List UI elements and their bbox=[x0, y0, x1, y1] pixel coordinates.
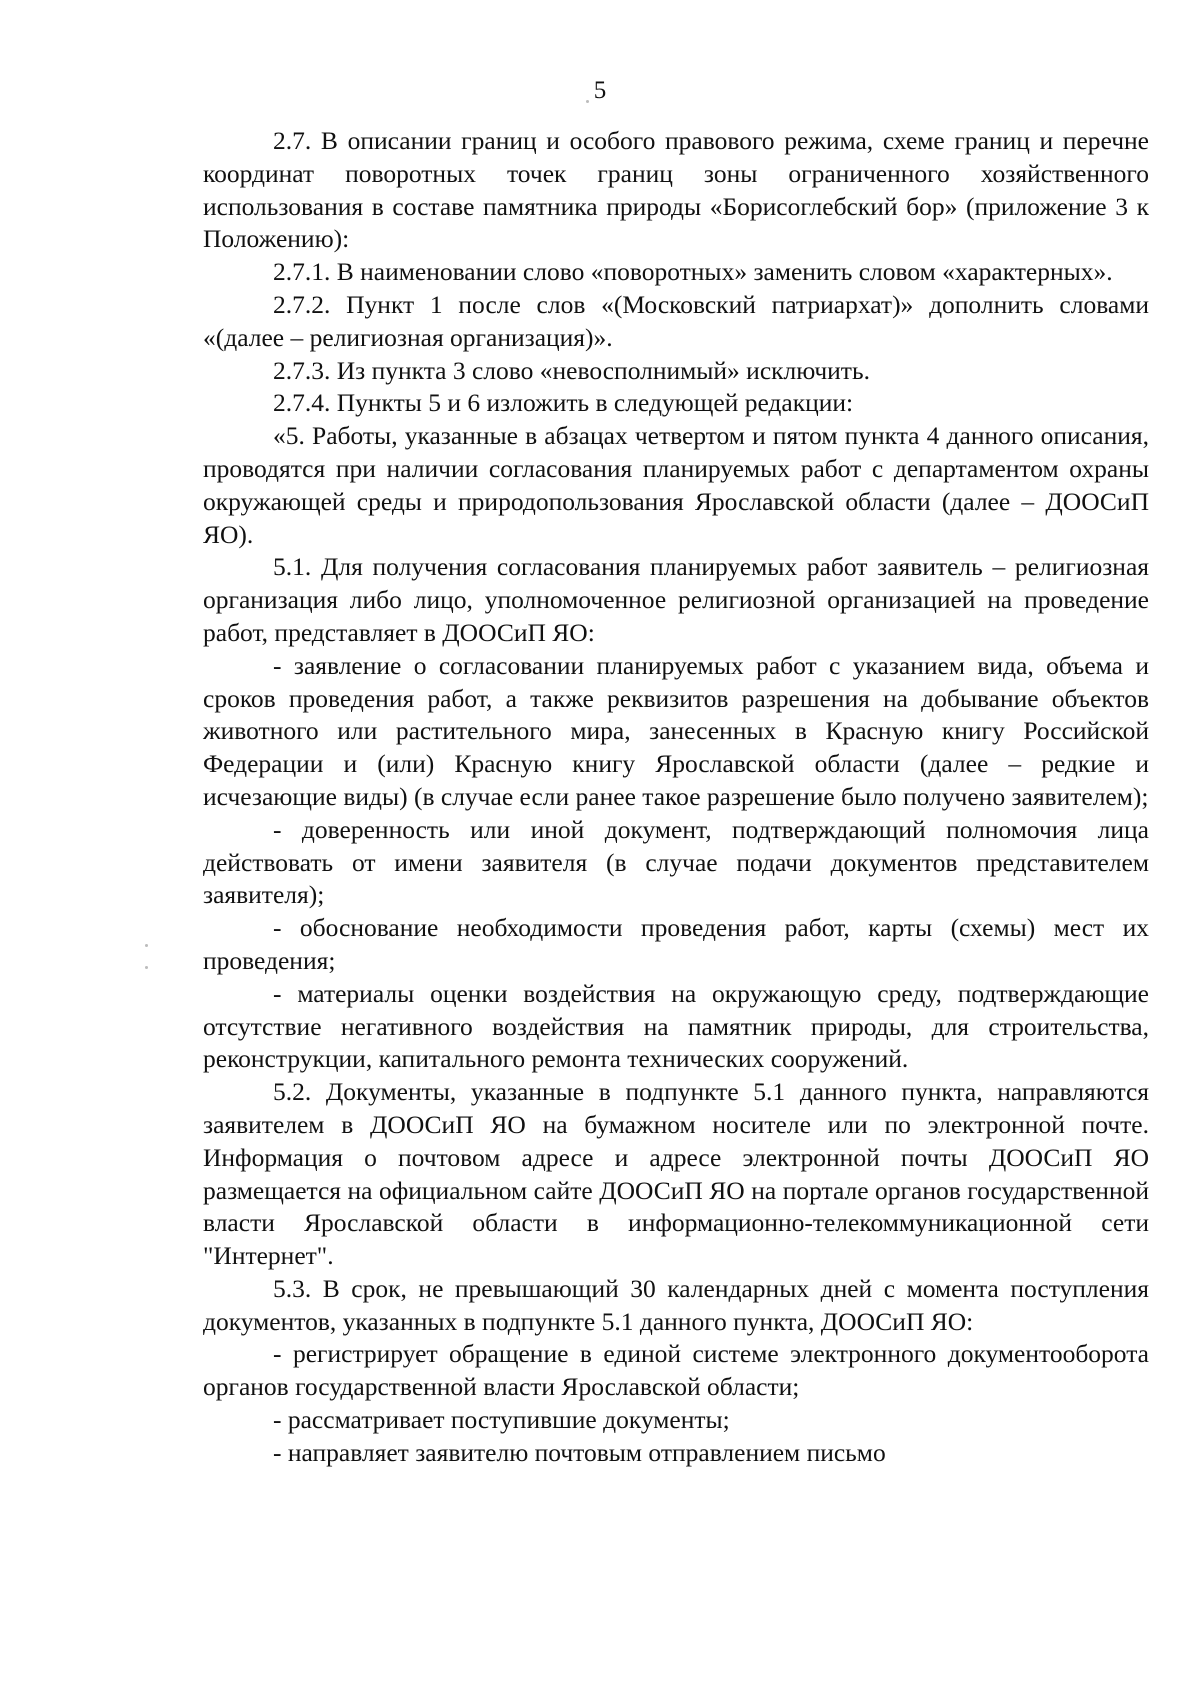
scan-artifact bbox=[586, 100, 589, 103]
list-item-power-of-attorney: - доверенность или иной документ, подтверждающий полномочия лица действовать от имени заявителя (в случае подачи документов представителем заявителя); bbox=[203, 814, 1149, 910]
list-item-sends-letter: - направляет заявителю почтовым отправлением письмо bbox=[273, 1437, 886, 1467]
paragraph-5-1: 5.1. Для получения согласования планируемых работ заявитель – религиозная организация либо лицо, уполномоченное религиозной организацией на проведение работ, представляет в ДООСиП ЯО: bbox=[203, 552, 1149, 647]
scan-artifact bbox=[145, 966, 148, 969]
list-item-application: - заявление о согласовании планируемых работ с указанием вида, объема и сроков проведения работ, а также реквизитов разрешения на добывание объектов животного или растительного мира, занесенных в Красную книгу Российской Федерации и (или) Красную книгу Ярославской области (далее – редкие и исчезающие виды) (в случае если ранее такое разрешение было получено заявителем); bbox=[203, 650, 1149, 811]
document-body bbox=[203, 125, 1149, 1470]
paragraph-2-7: 2.7. В описании границ и особого правового режима, схеме границ и перечне координат поворотных точек границ зоны ограниченного хозяйственного использования в составе памятника природы «Борисоглебский бор» (приложение 3 к Положению): bbox=[203, 126, 1149, 254]
list-item-impact-assessment: - материалы оценки воздействия на окружающую среду, подтверждающие отсутствие негативного воздействия на памятник природы, для строительства, реконструкции, капитального ремонта технических сооружений. bbox=[203, 978, 1149, 1074]
paragraph-2-7-1: 2.7.1. В наименовании слово «поворотных» заменить словом «характерных». bbox=[273, 257, 1113, 287]
paragraph-5: «5. Работы, указанные в абзацах четвертом и пятом пункта 4 данного описания, проводятся при наличии согласования планируемых работ с департаментом охраны окружающей среды и природопользования Ярославской области (далее – ДООСиП ЯО). bbox=[203, 421, 1149, 549]
list-item-justification: - обоснование необходимости проведения работ, карты (схемы) мест их проведения; bbox=[203, 913, 1149, 975]
paragraph-2-7-2: 2.7.2. Пункт 1 после слов «(Московский патриархат)» дополнить словами «(далее – религиозная организация)». bbox=[203, 289, 1149, 352]
list-item-reviews: - рассматривает поступившие документы; bbox=[273, 1405, 730, 1435]
paragraph-5-2: 5.2. Документы, указанные в подпункте 5.1 данного пункта, направляются заявителем в ДООСиП ЯО на бумажном носителе или по электронной почте. Информация о почтовом адресе и адресе электронной почты ДООСиП ЯО размещается на официальном сайте ДООСиП ЯО на портале органов государственной власти Ярославской области в информационно-телекоммуникационной сети "Интернет". bbox=[203, 1077, 1149, 1271]
page-number: 5 bbox=[593, 77, 607, 104]
paragraph-2-7-4: 2.7.4. Пункты 5 и 6 изложить в следующей редакции: bbox=[273, 388, 854, 418]
paragraph-2-7-3: 2.7.3. Из пункта 3 слово «невосполнимый» исключить. bbox=[273, 355, 870, 385]
paragraph-5-3: 5.3. В срок, не превышающий 30 календарных дней с момента поступления документов, указанных в подпункте 5.1 данного пункта, ДООСиП ЯО: bbox=[203, 1273, 1149, 1336]
list-item-registers: - регистрирует обращение в единой системе электронного документооборота органов государственной власти Ярославской области; bbox=[203, 1339, 1149, 1402]
scan-artifact bbox=[145, 944, 148, 947]
